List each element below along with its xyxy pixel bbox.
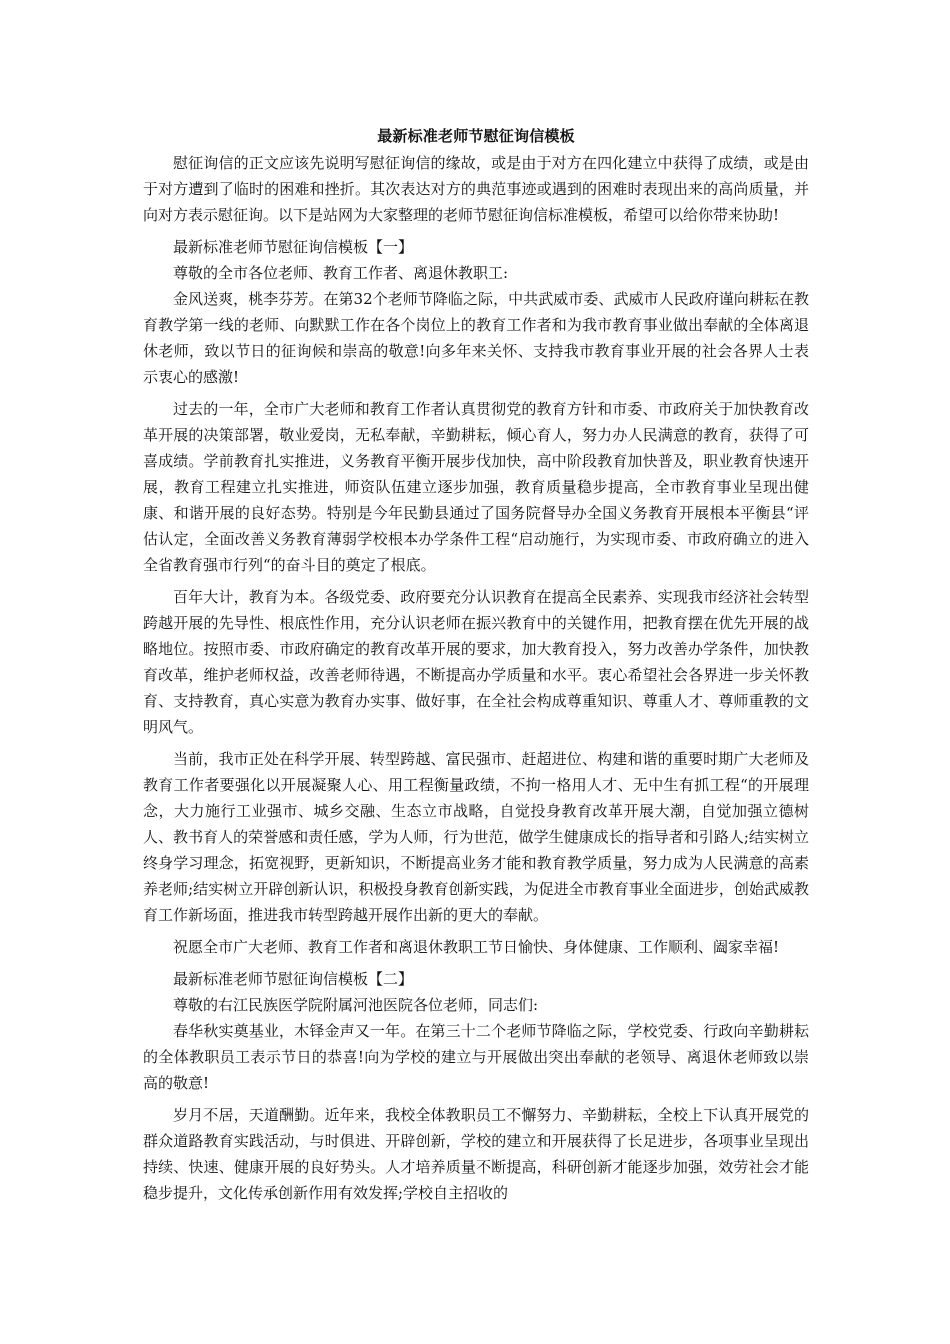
document-title: 最新标准老师节慰征询信模板 [377,127,575,145]
body-paragraph: 金风送爽，桃李芬芳。在第32个老师节降临之际，中共武威市委、武威市人民政府谨向耕耘在教育教学第一线的老师、向默默工作在各个岗位上的教育工作者和为我市教育事业做出奉献的全体离退休老师，致以节日的征询候和崇高的敬意!向多年来关怀、支持我市教育事业开展的社会各界人士表示衷心的感激! [143,290,809,386]
body-paragraph: 百年大计，教育为本。各级党委、政府要充分认识教育在提高全民素养、实现我市经济社会转型跨越开展的先导性、根底性作用，充分认识老师在振兴教育中的关键作用，把教育摆在优先开展的战略地位。按照市委、市政府确定的教育改革开展的要求，加大教育投入，努力改善办学条件，加快教育改革，维护老师权益，改善老师待遇，不断提高办学质量和水平。衷心希望社会各界进一步关怀教育、支持教育，真心实意为教育办实事、做好事，在全社会构成尊重知识、尊重人才、尊师重教的文明风气。 [143,588,809,736]
body-paragraph: 春华秋实奠基业，木铎金声又一年。在第三十二个老师节降临之际，学校党委、行政向辛勤耕耘的全体教职员工表示节日的恭喜!向为学校的建立与开展做出突出奉献的老领导、离退休老师致以崇高的敬意! [143,1022,809,1092]
body-paragraph: 过去的一年，全市广大老师和教育工作者认真贯彻党的教育方针和市委、市政府关于加快教育改革开展的决策部署，敬业爱岗，无私奉献，辛勤耕耘，倾心育人，努力办人民满意的教育，获得了可喜成绩。学前教育扎实推进，义务教育平衡开展步伐加快，高中阶段教育加快普及，职业教育快速开展，教育工程建立扎实推进，师资队伍建立逐步加强，教育质量稳步提高，全市教育事业呈现出健康、和谐开展的良好态势。特别是今年民勤县通过了国务院督导办全国义务教育开展根本平衡县“评估认定，全面改善义务教育薄弱学校根本办学条件工程“启动施行，为实现市委、市政府确立的进入全省教育强市行列“的奋斗目的奠定了根底。 [143,400,809,574]
body-paragraph: 当前，我市正处在科学开展、转型跨越、富民强市、赶超进位、构建和谐的重要时期广大老师及教育工作者要强化以开展凝聚人心、用工程衡量政绩，不拘一格用人才、无中生有抓工程“的开展理念，大力施行工业强市、城乡交融、生态立市战略，自觉投身教育改革开展大潮，自觉加强立德树人、教书育人的荣誉感和责任感，学为人师，行为世范，做学生健康成长的指导者和引路人;结实树立终身学习理念，拓宽视野，更新知识，不断提高业务才能和教育教学质量，努力成为人民满意的高素养老师;结实树立开辟创新认识，积极投身教育创新实践，为促进全市教育事业全面进步，创始武威教育工作新场面，推进我市转型跨越开展作出新的更大的奉献。 [143,750,809,924]
salutation-two: 尊敬的右江民族医学院附属河池医院各位老师，同志们: [173,996,539,1014]
document-page [143,124,809,1206]
intro-paragraph: 慰征询信的正文应该先说明写慰征询信的缘故，或是由于对方在四化建立中获得了成绩，或是由于对方遭到了临时的困难和挫折。其次表达对方的典范事迹或遇到的困难时表现出来的高尚质量，并向对方表示慰征询。以下是站网为大家整理的老师节慰征询信标准模板，希望可以给你带来协助! [143,154,809,224]
body-paragraph: 岁月不居，天道酬勤。近年来，我校全体教职员工不懈努力、辛勤耕耘，全校上下认真开展党的群众道路教育实践活动，与时俱进、开辟创新，学校的建立和开展获得了长足进步，各项事业呈现出持续、快速、健康开展的良好势头。人才培养质量不断提高，科研创新才能逐步加强，效劳社会才能稳步提升，文化传承创新作用有效发挥;学校自主招收的 [143,1106,809,1202]
section-heading-two: 最新标准老师节慰征询信模板【二】 [173,970,414,988]
salutation-one: 尊敬的全市各位老师、教育工作者、离退休教职工: [173,264,509,282]
section-heading-one: 最新标准老师节慰征询信模板【一】 [173,238,414,256]
closing-wish: 祝愿全市广大老师、教育工作者和离退休教职工节日愉快、身体健康、工作顺利、阖家幸福! [173,938,780,956]
